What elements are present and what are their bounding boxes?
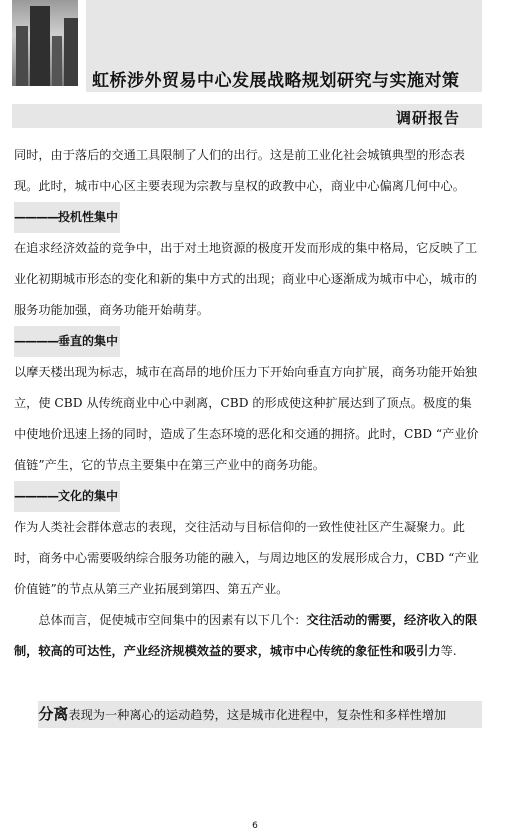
header <box>12 0 482 92</box>
section-heading: ————文化的集中 <box>14 481 120 512</box>
document-subtitle: 调研报告 <box>395 109 460 127</box>
lead-word: 分离 <box>38 705 69 723</box>
summary-emphasis: 交往活动的需要，经济收入的限制，较高的可达性，产业经济规模效益的要求，城市中心传统的象征性和吸引力 <box>14 613 478 658</box>
paragraph: 以摩天楼出现为标志，城市在高昂的地价压力下开始向垂直方向扩展，商务功能开始独立，使 CBD 从传统商业中心中剥离，CBD 的形成使这种扩展达到了顶点。极度的集中使地价迅速上扬的同时，造成了生态环境的恶化和交通的拥挤。此时，CBD “产业价值链”产生，它的节点主要集中在第三产业中的商务功能。 <box>14 365 479 472</box>
page-number: 6 <box>252 821 258 831</box>
paragraph: 同时，由于落后的交通工具限制了人们的出行。这是前工业化社会城镇典型的形态表现。此时，城市中心区主要表现为宗教与皇权的政教中心，商业中心偏离几何中心。 <box>14 148 465 193</box>
paragraph: 在追求经济效益的竞争中，出于对土地资源的极度开发而形成的集中格局，它反映了工业化初期城市形态的变化和新的集中方式的出现；商业中心逐渐成为城市中心，城市的服务功能加强，商务功能开始萌芽。 <box>14 241 478 317</box>
summary-paragraph: 总体而言，促使城市空间集中的因素有以下几个：交往活动的需要，经济收入的限制，较高的可达性，产业经济规模效益的要求，城市中心传统的象征性和吸引力等. <box>14 613 478 658</box>
document-title: 虹桥涉外贸易中心发展战略规划研究与实施对策 <box>92 71 460 91</box>
section-heading: ————投机性集中 <box>14 202 120 233</box>
subtitle-bar <box>12 104 482 128</box>
body-content <box>14 140 482 731</box>
separation-paragraph: 分离表现为一种离心的运动趋势，这是城市化进程中，复杂性和多样性增加 <box>14 699 482 731</box>
section-heading: ————垂直的集中 <box>14 326 120 357</box>
paragraph: 作为人类社会群体意志的表现，交往活动与目标信仰的一致性使社区产生凝聚力。此时，商务中心需要吸纳综合服务功能的融入，与周边地区的发展形成合力，CBD “产业价值链”的节点从第三产业拓展到第四、第五产业。 <box>14 520 479 596</box>
header-building-photo <box>12 0 78 86</box>
